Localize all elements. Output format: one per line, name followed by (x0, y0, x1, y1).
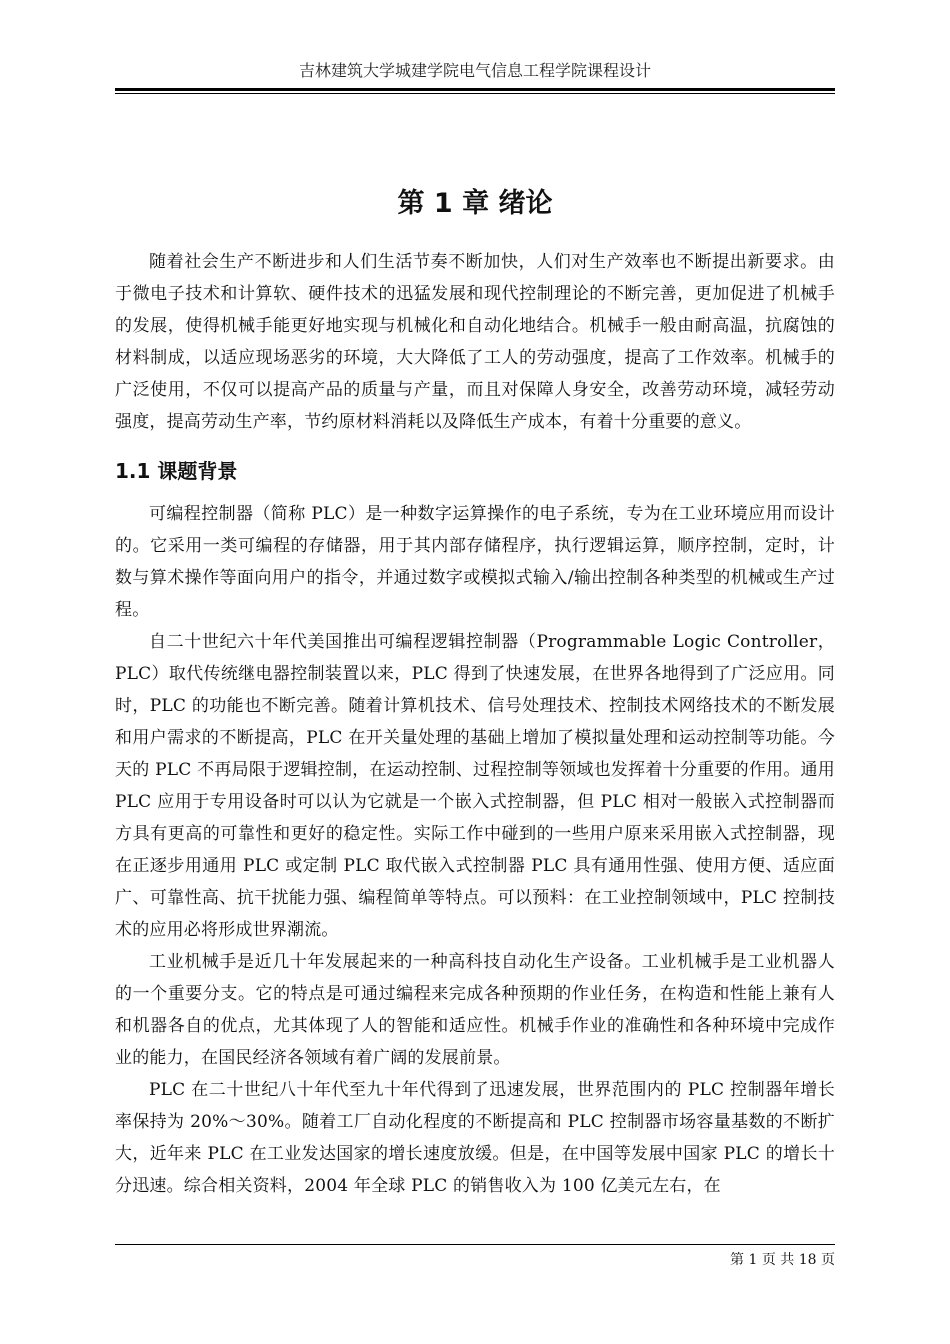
section-paragraph-2: 自二十世纪六十年代美国推出可编程逻辑控制器（Programmable Logic Controller，PLC）取代传统继电器控制装置以来，PLC 得到了快速发展，在世界各地得到了广泛应用。同时，PLC 的功能也不断完善。随着计算机技术、信号处理技术、控制技术网络技术的不断发展和用户需求的不断提高，PLC 在开关量处理的基础上增加了模拟量处理和运动控制等功能。今天的 PLC 不再局限于逻辑控制，在运动控制、过程控制等领域也发挥着十分重要的作用。通用 PLC 应用于专用设备时可以认为它就是一个嵌入式控制器，但 PLC 相对一般嵌入式控制器而方具有更高的可靠性和更好的稳定性。实际工作中碰到的一些用户原来采用嵌入式控制器，现在正逐步用通用 PLC 或定制 PLC 取代嵌入式控制器 PLC 具有通用性强、使用方便、适应面广、可靠性高、抗干扰能力强、编程简单等特点。可以预料：在工业控制领域中，PLC 控制技术的应用必将形成世界潮流。 (115, 632, 835, 940)
page-number: 第 1 页 共 18 页 (730, 1252, 835, 1268)
intro-paragraph: 随着社会生产不断进步和人们生活节奏不断加快，人们对生产效率也不断提出新要求。由于微电子技术和计算软、硬件技术的迅猛发展和现代控制理论的不断完善，更加促进了机械手的发展，使得机械手能更好地实现与机械化和自动化地结合。机械手一般由耐高温，抗腐蚀的材料制成，以适应现场恶劣的环境，大大降低了工人的劳动强度，提高了工作效率。机械手的广泛使用，不仅可以提高产品的质量与产量，而且对保障人身安全，改善劳动环境，减轻劳动强度，提高劳动生产率，节约原材料消耗以及降低生产成本，有着十分重要的意义。 (115, 252, 835, 432)
running-header: 吉林建筑大学城建学院电气信息工程学院课程设计 (298, 61, 651, 80)
section-paragraph-3: 工业机械手是近几十年发展起来的一种高科技自动化生产设备。工业机械手是工业机器人的一个重要分支。它的特点是可通过编程来完成各种预期的作业任务，在构造和性能上兼有人和机器各自的优点，尤其体现了人的智能和适应性。机械手作业的准确性和各种环境中完成作业的能力，在国民经济各领域有着广阔的发展前景。 (115, 952, 835, 1068)
body-text (115, 246, 835, 1202)
section-paragraph-4: PLC 在二十世纪八十年代至九十年代得到了迅速发展，世界范围内的 PLC 控制器年增长率保持为 20%～30%。随着工厂自动化程度的不断提高和 PLC 控制器市场容量基数的不断扩大，近年来 PLC 在工业发达国家的增长速度放缓。但是，在中国等发展中国家 PLC 的增长十分迅速。综合相关资料，2004 年全球 PLC 的销售收入为 100 亿美元左右，在 (115, 1080, 835, 1196)
header-rule-thin (115, 93, 835, 94)
footer-rule (115, 1244, 835, 1245)
header-rule (115, 88, 835, 91)
section-paragraph-1: 可编程控制器（简称 PLC）是一种数字运算操作的电子系统，专为在工业环境应用而设计的。它采用一类可编程的存储器，用于其内部存储程序，执行逻辑运算，顺序控制，定时，计数与算术操作等面向用户的指令，并通过数字或模拟式输入/输出控制各种类型的机械或生产过程。 (115, 504, 835, 620)
section-title: 1.1 课题背景 (115, 459, 238, 483)
chapter-title: 第 1 章 绪论 (397, 188, 553, 220)
